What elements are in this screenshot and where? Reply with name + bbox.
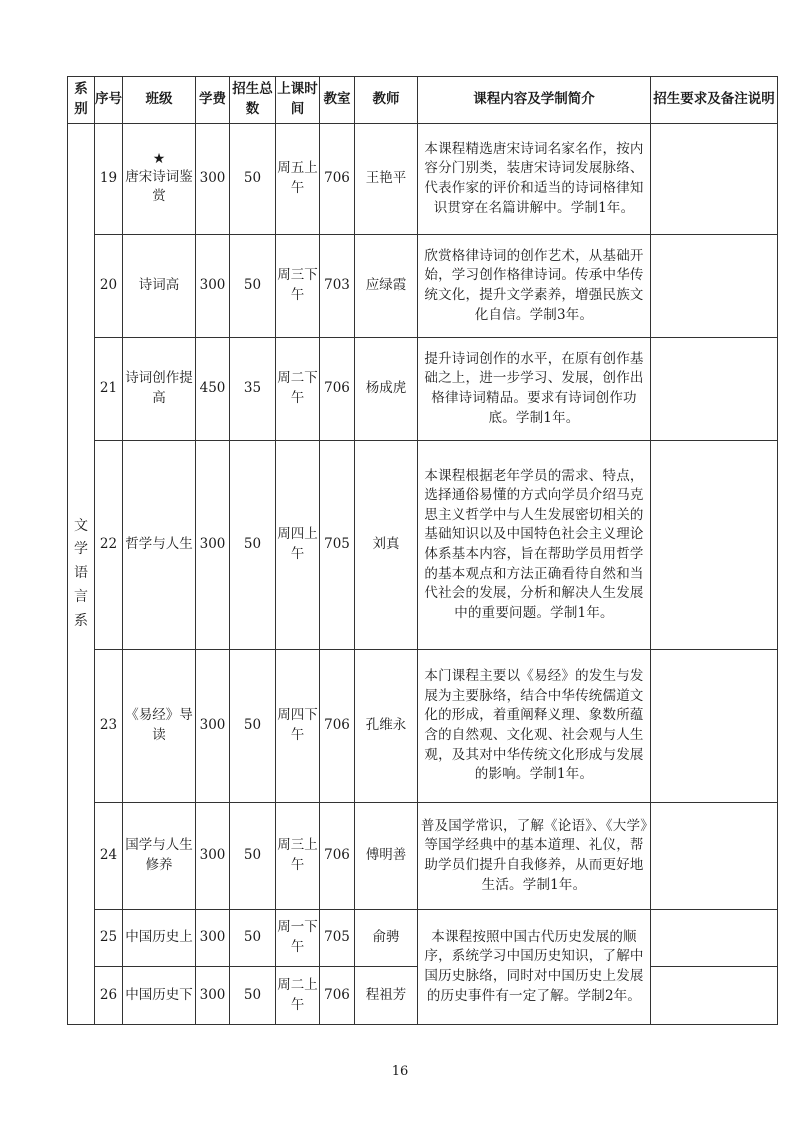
notes-cell [651,967,778,1025]
header-content: 课程内容及学制简介 [418,77,651,124]
notes-cell [651,910,778,967]
notes-cell [651,650,778,803]
teacher-cell: 孔维永 [355,650,418,803]
content-cell: 本课程精选唐宋诗词名家名作，按内容分门别类，装唐宋诗词发展脉络、代表作家的评价和适当的诗词格律知识贯穿在名篇讲解中。学制1年。 [418,124,651,235]
room-cell: 706 [320,650,355,803]
seq-cell: 22 [95,441,123,650]
notes-cell [651,803,778,910]
header-dept: 系别 [68,77,95,124]
quota-cell: 35 [230,338,276,441]
header-teacher: 教师 [355,77,418,124]
quota-cell: 50 [230,910,276,967]
teacher-cell: 王艳平 [355,124,418,235]
quota-cell: 50 [230,650,276,803]
content-cell: 本课程按照中国古代历史发展的顺序，系统学习中国历史知识，了解中国历史脉络，同时对中国历史上发展的历史事件有一定了解。学制2年。 [418,910,651,1025]
room-cell: 706 [320,803,355,910]
header-quota: 招生总数 [230,77,276,124]
teacher-cell: 傅明善 [355,803,418,910]
class-cell: 中国历史下 [123,967,196,1025]
content-cell: 普及国学常识，了解《论语》、《大学》等国学经典中的基本道理、礼仪，帮助学员们提升自我修养，从而更好地生活。学制1年。 [418,803,651,910]
header-seq: 序号 [95,77,123,124]
fee-cell: 300 [196,967,230,1025]
room-cell: 703 [320,235,355,338]
table-row [68,235,778,338]
fee-cell: 300 [196,235,230,338]
header-time: 上课时间 [276,77,320,124]
featured-star-icon: ★ [152,151,166,168]
class-cell: 诗词高 [123,235,196,338]
quota-cell: 50 [230,967,276,1025]
fee-cell: 300 [196,803,230,910]
seq-cell: 24 [95,803,123,910]
notes-cell [651,235,778,338]
teacher-cell: 应绿霞 [355,235,418,338]
time-cell: 周二下午 [276,338,320,441]
page-number: 16 [391,1064,409,1079]
class-cell: 国学与人生修养 [123,803,196,910]
content-cell: 本课程根据老年学员的需求、特点，选择通俗易懂的方式向学员介绍马克思主义哲学中与人生发展密切相关的基础知识以及中国特色社会主义理论体系基本内容，旨在帮助学员用哲学的基本观点和方法正确看待自然和当代社会的发展，分析和解决人生发展中的重要问题。学制1年。 [418,441,651,650]
seq-cell: 19 [95,124,123,235]
header-room: 教室 [320,77,355,124]
header-notes: 招生要求及备注说明 [651,77,778,124]
class-cell: 哲学与人生 [123,441,196,650]
time-cell: 周三下午 [276,235,320,338]
fee-cell: 300 [196,650,230,803]
fee-cell: 450 [196,338,230,441]
fee-cell: 300 [196,910,230,967]
quota-cell: 50 [230,124,276,235]
table-row [68,650,778,803]
notes-cell [651,441,778,650]
room-cell: 706 [320,124,355,235]
time-cell: 周四上午 [276,441,320,650]
content-cell: 提升诗词创作的水平，在原有创作基础之上，进一步学习、发展，创作出格律诗词精品。要求有诗词创作功底。学制1年。 [418,338,651,441]
time-cell: 周三上午 [276,803,320,910]
time-cell: 周四下午 [276,650,320,803]
fee-cell: 300 [196,441,230,650]
table-row [68,441,778,650]
content-cell: 本门课程主要以《易经》的发生与发展为主要脉络，结合中华传统儒道文化的形成，着重阐释义理、象数所蕴含的自然观、文化观、社会观与人生观，及其对中华传统文化形成与发展的影响。学制1年。 [418,650,651,803]
room-cell: 706 [320,338,355,441]
class-name: 唐宋诗词鉴赏 [125,168,193,205]
time-cell: 周五上午 [276,124,320,235]
teacher-cell: 杨成虎 [355,338,418,441]
department-cell [68,124,95,1025]
teacher-cell: 程祖芳 [355,967,418,1025]
room-cell: 705 [320,910,355,967]
room-cell: 705 [320,441,355,650]
class-cell: 诗词创作提高 [123,338,196,441]
notes-cell [651,338,778,441]
class-cell: 中国历史上 [123,910,196,967]
seq-cell: 26 [95,967,123,1025]
teacher-cell: 俞骋 [355,910,418,967]
fee-cell: 300 [196,124,230,235]
quota-cell: 50 [230,803,276,910]
header-class: 班级 [123,77,196,124]
department-label: 文学语言系 [74,517,88,629]
content-cell: 欣赏格律诗词的创作艺术，从基础开始，学习创作格律诗词。传承中华传统文化，提升文学素养，增强民族文化自信。学制3年。 [418,235,651,338]
quota-cell: 50 [230,441,276,650]
table-row [68,910,778,967]
notes-cell [651,124,778,235]
table-row [68,338,778,441]
seq-cell: 25 [95,910,123,967]
quota-cell: 50 [230,235,276,338]
header-fee: 学费 [196,77,230,124]
seq-cell: 20 [95,235,123,338]
class-cell [123,124,196,235]
table-row [68,124,778,235]
course-table [67,76,778,1025]
class-cell: 《易经》导读 [123,650,196,803]
time-cell: 周二上午 [276,967,320,1025]
time-cell: 周一下午 [276,910,320,967]
room-cell: 706 [320,967,355,1025]
header-row [68,77,778,124]
teacher-cell: 刘真 [355,441,418,650]
seq-cell: 21 [95,338,123,441]
seq-cell: 23 [95,650,123,803]
table-row [68,803,778,910]
